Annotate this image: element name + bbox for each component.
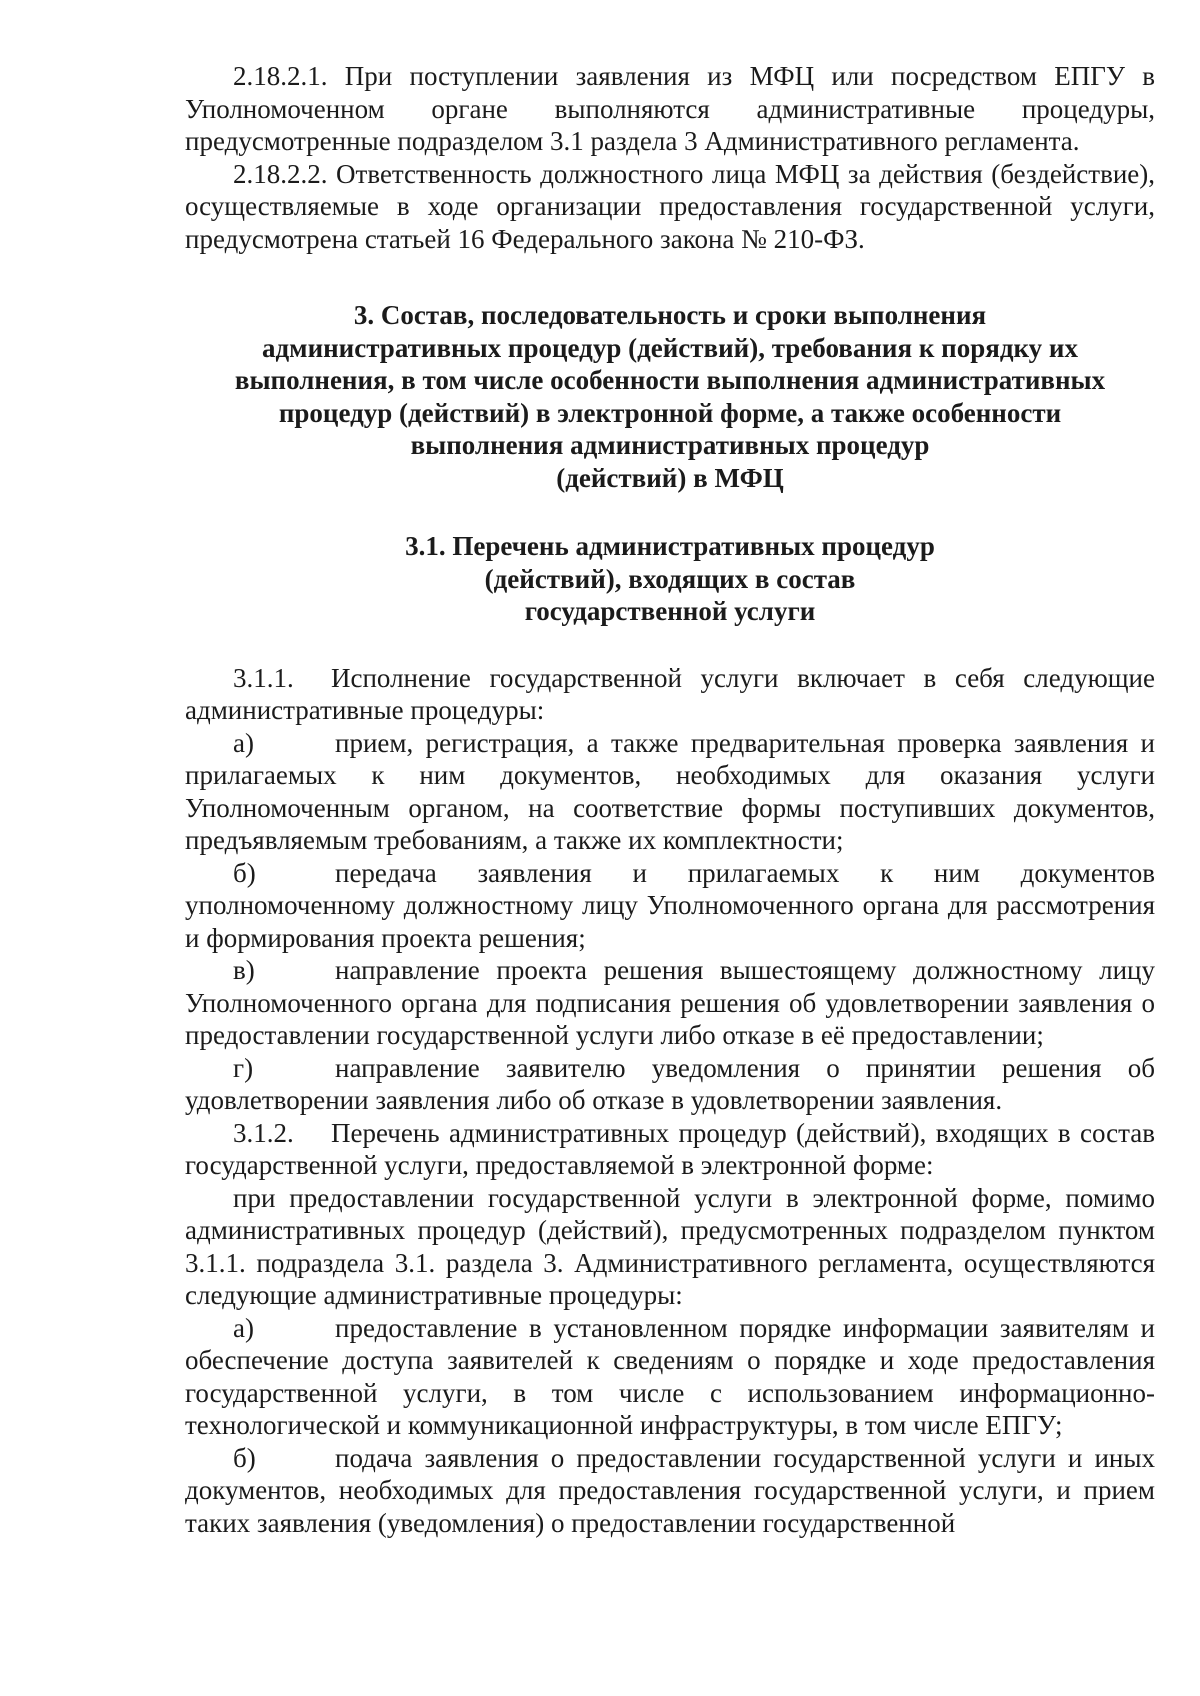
section-3-heading (185, 299, 1155, 494)
spacer (185, 494, 1155, 530)
list-item-label: б) (233, 1442, 256, 1473)
spacer (185, 628, 1155, 662)
list-item (185, 727, 1155, 857)
clause-number: 3.1.1. (233, 662, 294, 693)
clause-number: 3.1.2. (233, 1117, 294, 1148)
list-item-text: направление заявителю уведомления о принятии решения об удовлетворении заявления либо об отказе в удовлетворении заявления. (185, 1052, 1155, 1115)
document-body (185, 60, 1155, 1539)
list-item (185, 1442, 1155, 1540)
list-item (185, 1312, 1155, 1442)
paragraph-2-18-2-2: 2.18.2.2. Ответственность должностного лица МФЦ за действия (бездействие), осуществляемые в ходе организации предоставления государственной услуги, предусмотрена статьей 16 Федерального закона № 210-ФЗ. (185, 158, 1155, 254)
heading-line: выполнения административных процедур (410, 430, 930, 460)
spacer (185, 255, 1155, 299)
heading-line: государственной услуги (524, 596, 816, 626)
list-item-label: а) (233, 727, 254, 758)
paragraph-2-18-2-1: 2.18.2.1. При поступлении заявления из МФЦ или посредством ЕПГУ в Уполномоченном органе выполняются административные процедуры, предусмотренные подразделом 3.1 раздела 3 Административного регламента. (185, 61, 1155, 156)
clause-text: Исполнение государственной услуги включает в себя следующие административные процедуры: (185, 662, 1155, 725)
list-item-text: подача заявления о предоставлении государственной услуги и иных документов, необходимых для предоставления государственной услуги, и прием таких заявления (уведомления) о предоставлении государственной (185, 1442, 1155, 1538)
list-item (185, 857, 1155, 955)
list-item-label: в) (233, 955, 255, 985)
list-item-label: а) (233, 1312, 254, 1343)
heading-line: процедур (действий) в электронной форме, а также особенности (278, 397, 1062, 428)
paragraph-3-1-1 (185, 662, 1155, 727)
heading-line: выполнения, в том числе особенности выполнения административных (234, 365, 1106, 395)
heading-line: (действий), входящих в состав (484, 563, 856, 594)
paragraph-electronic-form: при предоставлении государственной услуги в электронной форме, помимо административных процедур (действий), предусмотренных подразделом пунктом 3.1.1. подраздела 3.1. раздела 3. Административного регламента, осуществляются следующие административные процедуры: (185, 1182, 1155, 1310)
list-item-text: предоставление в установленном порядке информации заявителям и обеспечение доступа заявителей к сведениям о порядке и ходе предоставления государственной услуги, в том числе с использованием информационно-технологической и коммуникационной инфраструктуры, в том числе ЕПГУ; (185, 1312, 1155, 1440)
list-item-text: направление проекта решения вышестоящему должностному лицу Уполномоченного органа для подписания решения об удовлетворении заявления о предоставлении государственной услуги либо отказе в её предоставлении; (185, 955, 1155, 1050)
heading-line: (действий) в МФЦ (556, 462, 784, 493)
list-item (185, 954, 1155, 1052)
list-item-text: передача заявления и прилагаемых к ним документов уполномоченному должностному лицу Уполномоченного органа для рассмотрения и формирования проекта решения; (185, 857, 1155, 953)
heading-line: 3. Состав, последовательность и сроки выполнения (353, 300, 987, 330)
list-item (185, 1052, 1155, 1117)
section-3-1-heading (185, 530, 1155, 628)
list-item-text: прием, регистрация, а также предварительная проверка заявления и прилагаемых к ним документов, необходимых для оказания услуги Уполномоченным органом, на соответствие формы поступивших документов, предъявляемым требованиям, а также их комплектности; (185, 727, 1155, 855)
clause-text: Перечень административных процедур (действий), входящих в состав государственной услуги, предоставляемой в электронной форме: (185, 1117, 1155, 1180)
paragraph-3-1-2 (185, 1117, 1155, 1182)
list-item-label: б) (233, 857, 256, 888)
heading-line: 3.1. Перечень административных процедур (405, 531, 935, 561)
list-item-label: г) (233, 1052, 254, 1083)
heading-line: административных процедур (действий), требования к порядку их (262, 332, 1078, 363)
